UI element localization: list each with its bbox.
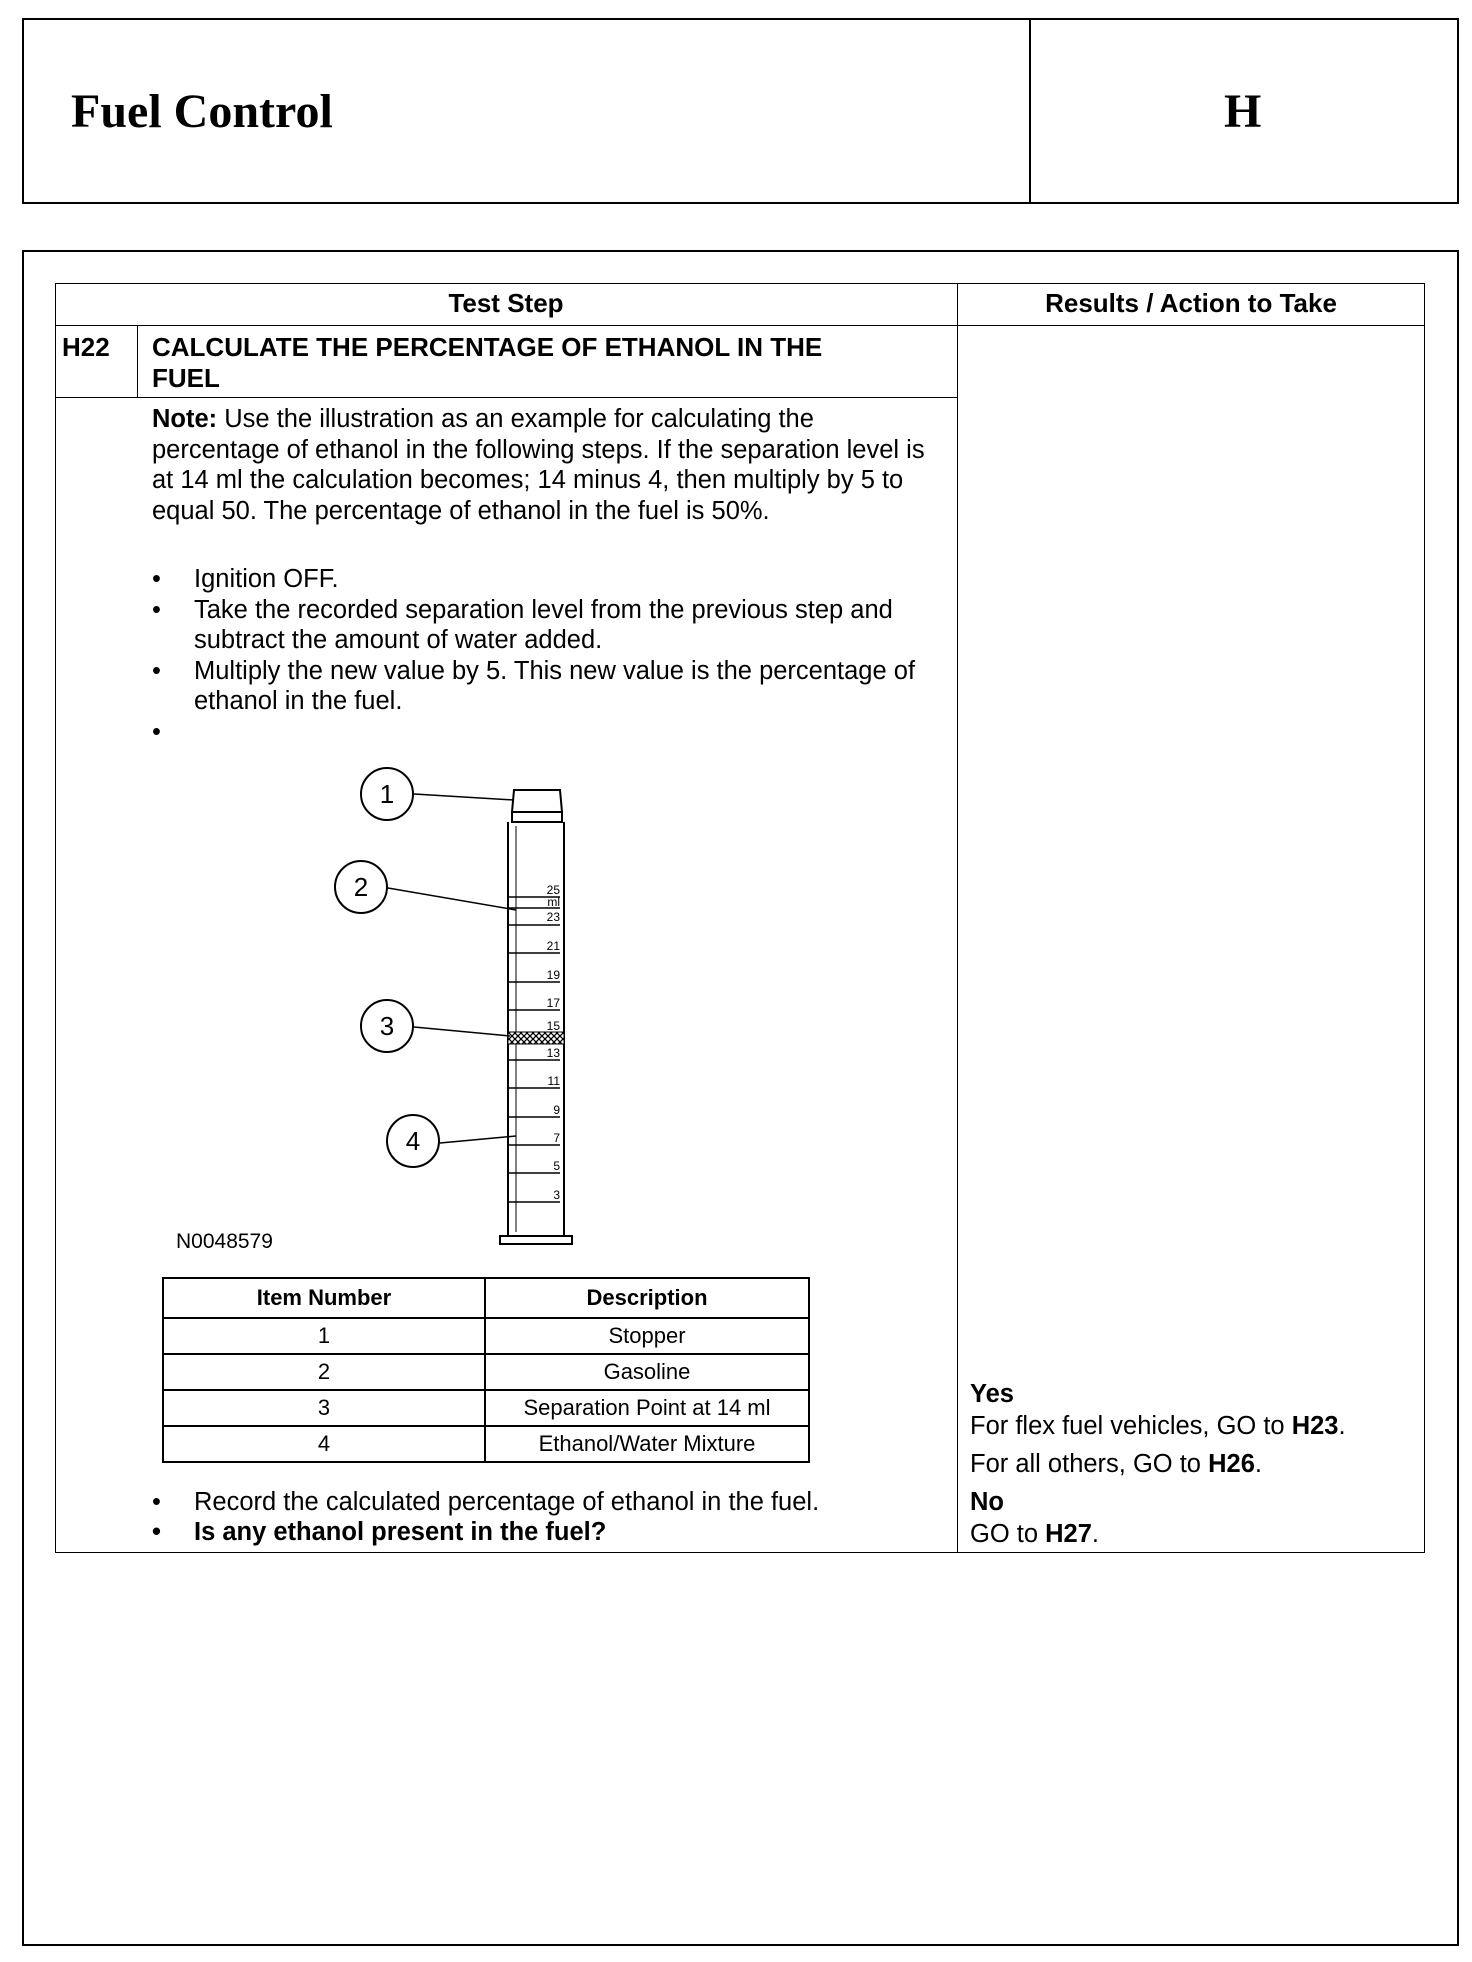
item-description-cell: Ethanol/Water Mixture [485, 1426, 809, 1462]
scale-label: 25 [546, 883, 560, 897]
list-item-text: Record the calculated percentage of ethanol in the fuel. [194, 1488, 820, 1516]
note-label: Note: [152, 405, 218, 433]
period: . [1254, 1450, 1262, 1478]
item-description-cell: Separation Point at 14 ml [485, 1390, 809, 1426]
page-header [22, 18, 1459, 204]
item-description-table [162, 1277, 810, 1463]
figure-id: N0048579 [176, 1230, 273, 1253]
graduated-cylinder-illustration [320, 760, 600, 1250]
bullet-glyph: • [152, 717, 161, 746]
step-title-rule [55, 397, 957, 398]
stopper-shape [512, 790, 562, 822]
yes-action-line [970, 1410, 1420, 1442]
item-description-cell: Stopper [485, 1318, 809, 1354]
table-header-rule [55, 325, 1425, 326]
list-item-text: Multiply the new value by 5. This new value is the percentage of ethanol in the fuel. [194, 656, 916, 715]
period: . [1091, 1520, 1099, 1548]
instruction-list [152, 564, 942, 747]
action-text: For flex fuel vehicles, GO to [970, 1412, 1292, 1440]
step-title [152, 332, 942, 394]
scale-label: 13 [546, 1046, 560, 1060]
scale-label: 7 [553, 1131, 560, 1145]
item-number-cell: 1 [163, 1318, 485, 1354]
scale-label: 9 [553, 1103, 560, 1117]
separation-band [508, 1032, 564, 1044]
note-paragraph [152, 404, 942, 526]
column-header-test-step: Test Step [448, 288, 564, 318]
scale-label: 23 [546, 910, 560, 924]
list-item [152, 595, 942, 656]
scale-label: 3 [553, 1188, 560, 1202]
bullet-glyph: • [152, 1518, 161, 1546]
no-label: No [970, 1488, 1004, 1516]
scale-label: 15 [546, 1019, 560, 1033]
period: . [1338, 1412, 1346, 1440]
list-item [152, 564, 942, 595]
table-row [163, 1318, 809, 1354]
table-row [163, 1354, 809, 1390]
section-letter: H [1224, 85, 1262, 138]
question-text: Is any ethanol present in the fuel? [194, 1518, 607, 1546]
scale-label: 19 [546, 968, 560, 982]
column-header-description: Description [485, 1278, 809, 1318]
action-text: GO to [970, 1520, 1046, 1548]
yes-action-line [970, 1448, 1420, 1480]
final-instruction-list [152, 1487, 952, 1547]
item-number-cell: 3 [163, 1390, 485, 1426]
goto-link-h26[interactable]: H26 [1208, 1450, 1255, 1478]
question-item [152, 1517, 952, 1547]
no-action-line [970, 1518, 1420, 1550]
results-actions [970, 1378, 1420, 1550]
scale-label: 5 [553, 1159, 560, 1173]
list-item [152, 717, 942, 748]
list-item-text [194, 718, 201, 746]
column-header-item-number: Item Number [163, 1278, 485, 1318]
bullet-glyph: • [152, 1488, 161, 1516]
results-column-divider [957, 283, 958, 1553]
callout-number: 4 [405, 1126, 421, 1156]
callout-number: 2 [353, 872, 369, 902]
list-item [152, 656, 942, 717]
scale-label: 11 [547, 1074, 560, 1088]
bullet-glyph: • [152, 656, 161, 685]
action-text: For all others, GO to [970, 1450, 1209, 1478]
table-row [163, 1390, 809, 1426]
scale-label: 21 [546, 939, 560, 953]
table-row [163, 1426, 809, 1462]
header-divider [1029, 20, 1031, 202]
bullet-glyph: • [152, 595, 161, 624]
scale-label: 17 [546, 996, 560, 1010]
step-title-line: FUEL [152, 363, 220, 393]
step-title-line: CALCULATE THE PERCENTAGE OF ETHANOL IN THE [152, 332, 823, 362]
yes-label: Yes [970, 1380, 1014, 1408]
column-header-results: Results / Action to Take [1045, 288, 1337, 318]
item-number-cell: 4 [163, 1426, 485, 1462]
list-item-text: Take the recorded separation level from the previous step and subtract the amount of water added. [194, 595, 893, 654]
step-id: H22 [62, 332, 110, 362]
callout-leaders [388, 794, 516, 1143]
list-item-text: Ignition OFF. [194, 565, 339, 593]
callout-number: 3 [379, 1011, 395, 1041]
list-item [152, 1487, 952, 1517]
item-description-cell: Gasoline [485, 1354, 809, 1390]
bullet-glyph: • [152, 565, 161, 593]
goto-link-h23[interactable]: H23 [1291, 1412, 1339, 1440]
callout-number: 1 [379, 779, 395, 809]
scale-unit-label: ml [547, 895, 560, 909]
page-title: Fuel Control [71, 85, 333, 138]
step-id-divider [137, 325, 138, 397]
item-number-cell: 2 [163, 1354, 485, 1390]
goto-link-h27[interactable]: H27 [1045, 1520, 1092, 1548]
note-text: Use the illustration as an example for calculating the percentage of ethanol in the following steps. If the separation level is at 14 ml the calculation becomes; 14 minus 4, then multiply by 5 to equal 50. The percentage of ethanol in the fuel is 50%. [152, 405, 925, 525]
